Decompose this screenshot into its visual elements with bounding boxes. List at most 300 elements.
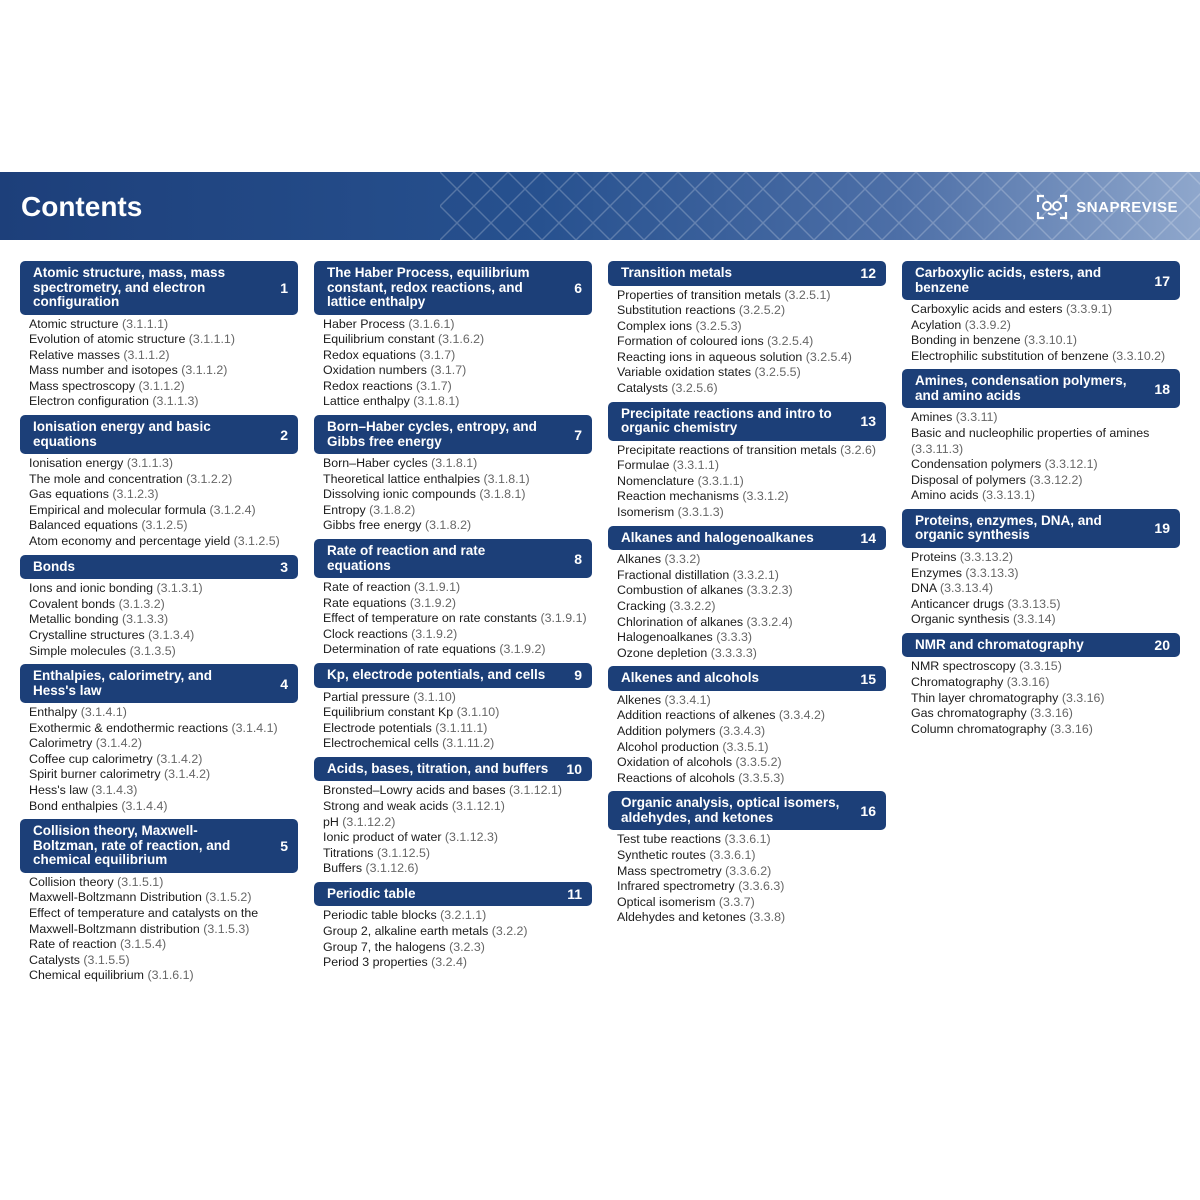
contents-item[interactable] <box>29 628 298 644</box>
section-header[interactable] <box>20 664 298 703</box>
item-title: Empirical and molecular formula <box>29 502 206 517</box>
contents-item[interactable] <box>29 644 298 660</box>
contents-item[interactable] <box>617 740 886 756</box>
item-title: Bonding in benzene <box>911 333 1021 348</box>
contents-section <box>608 261 886 402</box>
contents-section <box>20 415 298 555</box>
item-spec-code: (3.1.5.5) <box>83 952 130 967</box>
item-spec-code: (3.1.9.2) <box>409 595 456 610</box>
section-header[interactable] <box>314 539 592 578</box>
contents-item[interactable] <box>29 581 298 597</box>
item-spec-code: (3.3.2.3) <box>746 583 793 598</box>
section-header[interactable] <box>902 369 1180 408</box>
section-item-list <box>902 300 1180 369</box>
item-spec-code: (3.3.6.3) <box>738 879 785 894</box>
section-page-number: 2 <box>280 426 288 443</box>
contents-item[interactable] <box>911 457 1180 473</box>
item-title: Effect of temperature on rate constants <box>323 611 537 626</box>
contents-item[interactable] <box>617 615 886 631</box>
contents-item[interactable] <box>323 736 592 752</box>
section-item-list <box>20 315 298 416</box>
section-page-number: 7 <box>574 426 582 443</box>
section-title: Precipitate reactions and intro to organic chemistry <box>621 405 832 436</box>
item-title: Equilibrium constant Kp <box>323 705 454 720</box>
item-spec-code: (3.1.7) <box>416 378 452 393</box>
item-spec-code: (3.1.3.4) <box>148 627 195 642</box>
section-item-list <box>608 691 886 792</box>
item-spec-code: (3.1.2.5) <box>141 518 188 533</box>
item-spec-code: (3.1.1.2) <box>123 347 170 362</box>
item-title: Amines <box>911 410 953 425</box>
contents-item[interactable] <box>323 705 592 721</box>
item-title: Complex ions <box>617 318 693 333</box>
section-page-number: 9 <box>574 667 582 684</box>
contents-item[interactable] <box>911 426 1180 457</box>
contents-item[interactable] <box>29 875 298 891</box>
section-item-list <box>902 657 1180 742</box>
section-title: Organic analysis, optical isomers, aldehydes, and ketones <box>621 795 840 825</box>
item-spec-code: (3.3.16) <box>1050 721 1093 736</box>
contents-item[interactable] <box>323 627 592 643</box>
section-header[interactable] <box>314 261 592 315</box>
section-header[interactable] <box>902 261 1180 300</box>
contents-item[interactable] <box>29 472 298 488</box>
contents-item[interactable] <box>323 721 592 737</box>
section-title: Rate of reaction and rate equations <box>327 543 486 573</box>
contents-item[interactable] <box>323 317 592 333</box>
contents-item[interactable] <box>911 659 1180 675</box>
item-spec-code: (3.2.5.6) <box>671 381 718 396</box>
section-item-list <box>20 454 298 555</box>
contents-item[interactable] <box>323 799 592 815</box>
contents-section <box>314 663 592 757</box>
contents-item[interactable] <box>617 365 886 381</box>
contents-item[interactable] <box>617 489 886 505</box>
item-title: Mass spectroscopy <box>29 378 136 393</box>
contents-item[interactable] <box>617 879 886 895</box>
item-spec-code: (3.3.1.3) <box>677 505 724 520</box>
item-title: Mass number and isotopes <box>29 363 178 378</box>
item-spec-code: (3.3.12.2) <box>1029 472 1083 487</box>
section-title: NMR and chromatography <box>915 636 1084 652</box>
item-title: Born–Haber cycles <box>323 456 428 471</box>
contents-item[interactable] <box>29 705 298 721</box>
contents-item[interactable] <box>29 503 298 519</box>
contents-item[interactable] <box>617 568 886 584</box>
contents-item[interactable] <box>617 771 886 787</box>
item-title: pH <box>323 814 339 829</box>
item-spec-code: (3.1.5.3) <box>203 921 250 936</box>
section-item-list <box>314 906 592 975</box>
section-title: Proteins, enzymes, DNA, and organic synthesis <box>915 512 1102 543</box>
contents-item[interactable] <box>617 910 886 926</box>
item-title: Variable oxidation states <box>617 365 752 380</box>
contents-item[interactable] <box>617 350 886 366</box>
contents-section <box>902 369 1180 509</box>
contents-section <box>314 261 592 415</box>
contents-item[interactable] <box>617 864 886 880</box>
contents-item[interactable] <box>323 332 592 348</box>
contents-item[interactable] <box>911 722 1180 738</box>
contents-item[interactable] <box>323 596 592 612</box>
contents-item[interactable] <box>911 318 1180 334</box>
item-title: The mole and concentration <box>29 471 183 486</box>
section-item-list <box>314 688 592 757</box>
item-title: Ionisation energy <box>29 456 124 471</box>
item-spec-code: (3.3.2) <box>664 552 701 567</box>
item-spec-code: (3.3.11.3) <box>911 441 964 456</box>
item-spec-code: (3.3.16) <box>1030 706 1073 721</box>
contents-item[interactable] <box>617 319 886 335</box>
item-spec-code: (3.1.12.1) <box>451 798 505 813</box>
item-title: Titrations <box>323 845 374 860</box>
item-title: Atomic structure <box>29 316 119 331</box>
contents-item[interactable] <box>911 473 1180 489</box>
contents-item[interactable] <box>29 612 298 628</box>
contents-item[interactable] <box>29 332 298 348</box>
contents-item[interactable] <box>323 379 592 395</box>
section-item-list <box>314 781 592 882</box>
contents-item[interactable] <box>29 379 298 395</box>
item-spec-code: (3.2.5.2) <box>738 303 786 318</box>
contents-item[interactable] <box>29 767 298 783</box>
item-title: Alkanes <box>617 552 662 567</box>
contents-item[interactable] <box>29 487 298 503</box>
contents-item[interactable] <box>911 488 1180 504</box>
contents-item[interactable] <box>29 953 298 969</box>
item-title: Electrode potentials <box>323 720 432 735</box>
contents-item[interactable] <box>323 690 592 706</box>
contents-item[interactable] <box>617 334 886 350</box>
item-spec-code: (3.2.5.4) <box>767 334 814 349</box>
contents-item[interactable] <box>29 890 298 906</box>
item-spec-code: (3.3.6.2) <box>725 863 772 878</box>
item-spec-code: (3.1.4.4) <box>121 798 168 813</box>
item-title: Strong and weak acids <box>323 798 449 813</box>
item-spec-code: (3.2.5.1) <box>784 287 831 302</box>
item-spec-code: (3.1.9.1) <box>413 580 461 595</box>
item-title: Electrophilic substitution of benzene <box>911 348 1109 363</box>
section-header[interactable] <box>902 633 1180 658</box>
contents-item[interactable] <box>323 363 592 379</box>
item-spec-code: (3.3.4.1) <box>664 692 711 707</box>
item-spec-code: (3.3.6.1) <box>724 832 771 847</box>
contents-item[interactable] <box>617 848 886 864</box>
item-spec-code: (3.1.12.5) <box>376 845 430 860</box>
section-page-number: 5 <box>280 838 288 854</box>
contents-item[interactable] <box>323 472 592 488</box>
contents-item[interactable] <box>911 302 1180 318</box>
item-title: Group 2, alkaline earth metals <box>323 924 489 939</box>
item-spec-code: (3.1.4.1) <box>231 720 278 735</box>
item-title: Proteins <box>911 549 957 564</box>
item-title: Cracking <box>617 598 666 613</box>
contents-item[interactable] <box>911 410 1180 426</box>
contents-item[interactable] <box>911 550 1180 566</box>
contents-item[interactable] <box>323 830 592 846</box>
section-item-list <box>314 578 592 663</box>
brand-name: SNAPREVISE <box>1076 198 1178 216</box>
contents-item[interactable] <box>29 597 298 613</box>
contents-item[interactable] <box>617 693 886 709</box>
item-title: Exothermic & endothermic reactions <box>29 720 229 735</box>
item-spec-code: (3.1.12.2) <box>342 814 396 829</box>
item-title: Catalysts <box>29 952 80 967</box>
item-title: Combustion of alkanes <box>617 583 744 598</box>
item-title: Relative masses <box>29 347 120 362</box>
contents-item[interactable] <box>323 348 592 364</box>
brand-logo-icon <box>1036 194 1068 220</box>
contents-item[interactable] <box>617 755 886 771</box>
item-spec-code: (3.3.1.1) <box>697 473 744 488</box>
section-header[interactable] <box>20 415 298 454</box>
item-spec-code: (3.3.1.1) <box>672 458 719 473</box>
section-page-number: 19 <box>1154 520 1170 537</box>
contents-item[interactable] <box>29 394 298 410</box>
item-spec-code: (3.1.3.5) <box>129 643 176 658</box>
contents-item[interactable] <box>323 861 592 877</box>
section-title: Born–Haber cycles, entropy, and Gibbs free energy <box>327 419 537 449</box>
contents-item[interactable] <box>617 303 886 319</box>
section-header[interactable] <box>314 882 592 907</box>
item-spec-code: (3.3.1.2) <box>742 489 789 504</box>
contents-item[interactable] <box>617 646 886 662</box>
section-item-list <box>902 548 1180 633</box>
item-spec-code: (3.1.2.5) <box>233 534 280 549</box>
item-title: Formulae <box>617 458 670 473</box>
section-item-list <box>314 454 592 539</box>
item-spec-code: (3.3.13.3) <box>965 565 1019 580</box>
item-spec-code: (3.3.11) <box>955 410 998 425</box>
contents-item[interactable] <box>29 348 298 364</box>
section-header[interactable] <box>314 415 592 454</box>
section-page-number: 16 <box>860 802 876 819</box>
item-title: Rate of reaction <box>29 937 117 952</box>
contents-item[interactable] <box>911 675 1180 691</box>
item-spec-code: (3.1.5.4) <box>119 937 167 952</box>
item-spec-code: (3.3.2.1) <box>732 567 779 582</box>
item-spec-code: (3.1.4.2) <box>163 767 211 782</box>
section-header[interactable] <box>314 757 592 782</box>
item-title: Reactions of alcohols <box>617 770 735 785</box>
contents-item[interactable] <box>29 317 298 333</box>
item-spec-code: (3.1.8.1) <box>413 394 460 409</box>
contents-item[interactable] <box>617 630 886 646</box>
item-spec-code: (3.1.2.2) <box>186 471 233 486</box>
section-header[interactable] <box>20 555 298 580</box>
contents-item[interactable] <box>29 363 298 379</box>
section-header[interactable] <box>608 526 886 551</box>
contents-item[interactable] <box>323 580 592 596</box>
contents-item[interactable] <box>617 552 886 568</box>
contents-item[interactable] <box>911 566 1180 582</box>
section-header[interactable] <box>608 261 886 286</box>
contents-item[interactable] <box>617 895 886 911</box>
contents-item[interactable] <box>29 799 298 815</box>
item-spec-code: (3.1.1.1) <box>121 316 169 331</box>
contents-item[interactable] <box>29 968 298 984</box>
contents-item[interactable] <box>617 443 886 459</box>
contents-item[interactable] <box>29 937 298 953</box>
section-page-number: 6 <box>574 279 582 296</box>
contents-item[interactable] <box>323 518 592 534</box>
contents-item[interactable] <box>911 706 1180 722</box>
contents-item[interactable] <box>29 518 298 534</box>
item-spec-code: (3.3.15) <box>1019 659 1062 674</box>
item-title: Chemical equilibrium <box>29 968 145 983</box>
section-page-number: 13 <box>860 413 876 430</box>
section-header[interactable] <box>608 666 886 691</box>
section-item-list <box>608 830 886 931</box>
contents-item[interactable] <box>911 597 1180 613</box>
contents-item[interactable] <box>323 815 592 831</box>
contents-item[interactable] <box>323 908 592 924</box>
item-spec-code: (3.3.3) <box>716 630 753 645</box>
item-title: Rate equations <box>323 595 407 610</box>
contents-item[interactable] <box>617 708 886 724</box>
contents-item[interactable] <box>911 333 1180 349</box>
contents-item[interactable] <box>29 456 298 472</box>
contents-item[interactable] <box>617 474 886 490</box>
contents-item[interactable] <box>617 583 886 599</box>
section-title: Acids, bases, titration, and buffers <box>327 760 549 776</box>
contents-item[interactable] <box>323 940 592 956</box>
item-title: Properties of transition metals <box>617 287 781 302</box>
section-title: Alkanes and halogenoalkanes <box>621 529 814 545</box>
item-title: Isomerism <box>617 505 675 520</box>
item-spec-code: (3.1.4.1) <box>80 705 127 720</box>
item-title: Periodic table blocks <box>323 908 437 923</box>
brand-logo <box>1036 194 1178 220</box>
item-spec-code: (3.3.2.4) <box>746 614 793 629</box>
item-spec-code: (3.1.8.1) <box>483 471 530 486</box>
contents-item[interactable] <box>29 534 298 550</box>
contents-item[interactable] <box>29 906 298 937</box>
contents-item[interactable] <box>617 724 886 740</box>
contents-item[interactable] <box>323 456 592 472</box>
contents-item[interactable] <box>323 503 592 519</box>
item-spec-code: (3.3.14) <box>1012 612 1056 627</box>
contents-column-3 <box>608 261 886 931</box>
section-page-number: 3 <box>280 558 288 575</box>
item-title: Carboxylic acids and esters <box>911 302 1063 316</box>
contents-section <box>20 819 298 989</box>
contents-item[interactable] <box>911 349 1180 365</box>
item-title: Infrared spectrometry <box>617 879 735 894</box>
section-page-number: 1 <box>280 279 288 296</box>
contents-section <box>314 415 592 539</box>
contents-item[interactable] <box>29 783 298 799</box>
item-title: Evolution of atomic structure <box>29 332 186 347</box>
section-page-number: 10 <box>566 761 582 778</box>
contents-item[interactable] <box>323 611 592 627</box>
item-title: Calorimetry <box>29 736 93 751</box>
section-item-list <box>20 873 298 989</box>
contents-item[interactable] <box>617 832 886 848</box>
section-page-number: 12 <box>860 265 876 282</box>
contents-item[interactable] <box>323 487 592 503</box>
item-title: Coffee cup calorimetry <box>29 751 153 766</box>
item-spec-code: (3.3.10.2) <box>1112 348 1166 363</box>
item-title: Enthalpy <box>29 705 78 720</box>
section-page-number: 8 <box>574 550 582 567</box>
item-title: Bronsted–Lowry acids and bases <box>323 783 506 798</box>
contents-item[interactable] <box>29 721 298 737</box>
item-title: Covalent bonds <box>29 596 116 611</box>
item-title: Acylation <box>911 317 962 332</box>
item-spec-code: (3.1.6.1) <box>408 316 455 331</box>
contents-section <box>314 539 592 663</box>
contents-item[interactable] <box>617 505 886 521</box>
section-header[interactable] <box>902 509 1180 548</box>
item-title: Maxwell-Boltzmann Distribution <box>29 890 202 905</box>
item-title: Substitution reactions <box>617 303 736 318</box>
item-spec-code: (3.3.9.1) <box>1065 302 1113 316</box>
item-spec-code: (3.1.3.1) <box>156 581 203 596</box>
item-title: Buffers <box>323 861 363 876</box>
item-spec-code: (3.1.1.2) <box>138 378 185 393</box>
item-spec-code: (3.1.1.1) <box>188 332 235 347</box>
item-title: Ions and ionic bonding <box>29 581 154 596</box>
item-title: Thin layer chromatography <box>911 690 1059 705</box>
contents-item[interactable] <box>323 955 592 971</box>
contents-item[interactable] <box>617 458 886 474</box>
section-item-list <box>314 315 592 416</box>
contents-item[interactable] <box>911 691 1180 707</box>
contents-item[interactable] <box>323 642 592 658</box>
item-spec-code: (3.1.12.3) <box>444 830 498 845</box>
contents-section <box>902 261 1180 369</box>
contents-item[interactable] <box>29 752 298 768</box>
contents-section <box>608 526 886 667</box>
contents-item[interactable] <box>617 599 886 615</box>
contents-item[interactable] <box>911 612 1180 628</box>
item-title: Bond enthalpies <box>29 798 118 813</box>
item-title: Fractional distillation <box>617 567 730 582</box>
contents-item[interactable] <box>323 394 592 410</box>
item-spec-code: (3.3.10.1) <box>1024 333 1078 348</box>
item-spec-code: (3.1.7) <box>430 363 467 378</box>
section-header[interactable] <box>608 791 886 830</box>
item-title: Crystalline structures <box>29 627 145 642</box>
item-title: Entropy <box>323 502 366 517</box>
item-spec-code: (3.3.13.4) <box>939 581 993 596</box>
section-page-number: 4 <box>280 675 288 692</box>
item-spec-code: (3.3.5.2) <box>735 755 782 770</box>
contents-item[interactable] <box>29 736 298 752</box>
item-title: Collision theory <box>29 874 114 889</box>
section-header[interactable] <box>608 402 886 441</box>
contents-item[interactable] <box>323 846 592 862</box>
section-header[interactable] <box>20 819 298 873</box>
item-title: Determination of rate equations <box>323 642 496 657</box>
item-title: Test tube reactions <box>617 832 722 847</box>
section-item-list <box>608 286 886 402</box>
contents-item[interactable] <box>323 783 592 799</box>
contents-item[interactable] <box>911 581 1180 597</box>
item-spec-code: (3.1.2.4) <box>209 502 256 517</box>
item-spec-code: (3.3.6.1) <box>709 847 756 862</box>
item-title: DNA <box>911 581 937 596</box>
section-header[interactable] <box>314 663 592 688</box>
item-title: Equilibrium constant <box>323 332 435 347</box>
contents-item[interactable] <box>617 381 886 397</box>
section-header[interactable] <box>20 261 298 315</box>
contents-item[interactable] <box>323 924 592 940</box>
contents-item[interactable] <box>617 288 886 304</box>
item-title: Gas equations <box>29 487 109 502</box>
item-spec-code: (3.3.3.3) <box>710 645 757 660</box>
